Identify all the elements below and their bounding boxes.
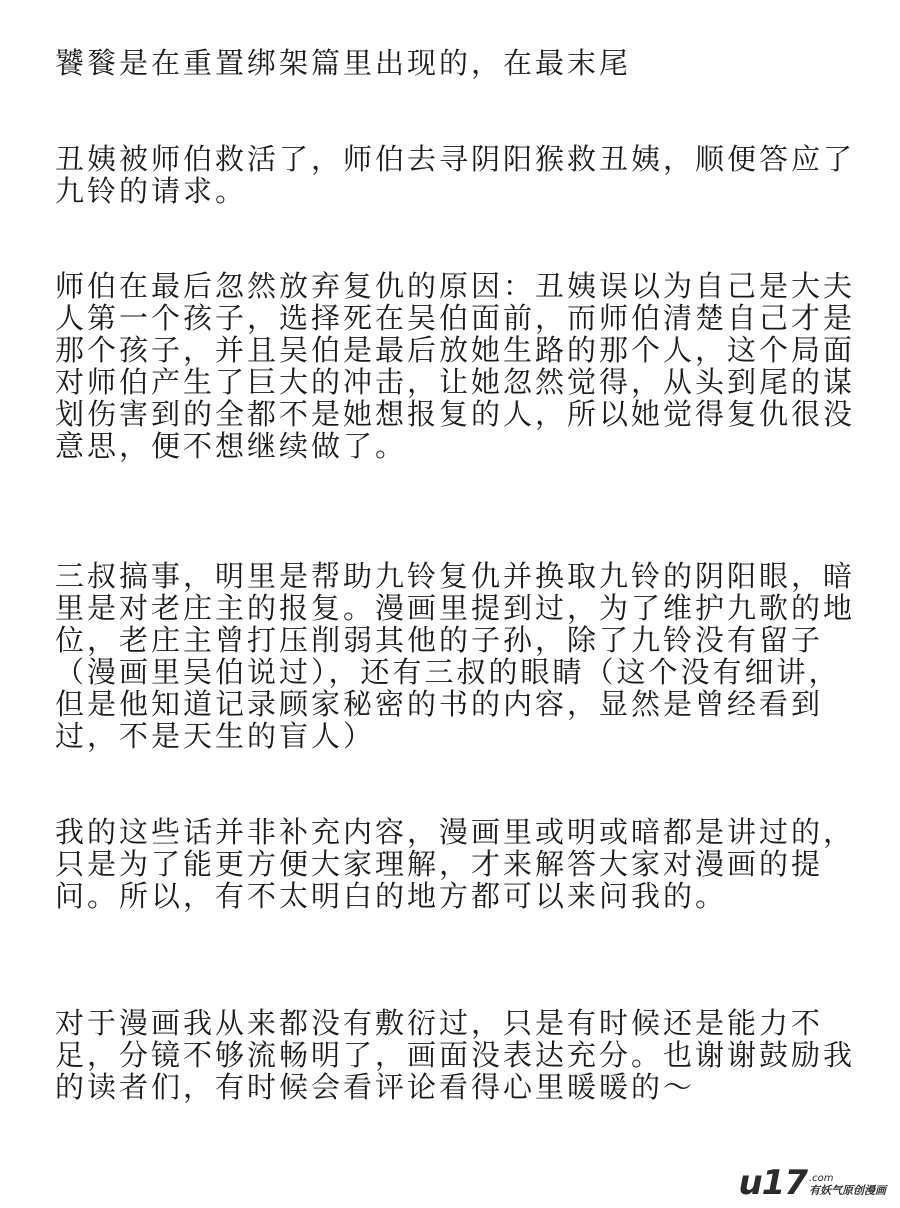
paragraph-5: 我的这些话并非补充内容，漫画里或明或暗都是讲过的，只是为了能更方便大家理解，才来解答大家对漫画的提问。所以，有不太明白的地方都可以来问我的。 xyxy=(55,815,856,913)
paragraph-4: 三叔搞事，明里是帮助九铃复仇并换取九铃的阴阳眼，暗里是对老庄主的报复。漫画里提到过，为了维护九歌的地位，老庄主曾打压削弱其他的子孙，除了九铃没有留子（漫画里吴伯说过），还有三叔的眼睛（这个没有细讲，但是他知道记录顾家秘密的书的内容，显然是曾经看到过，不是天生的盲人） xyxy=(55,559,856,753)
watermark-logo: u17 xyxy=(738,1163,807,1203)
paragraph-2: 丑姨被师伯救活了，师伯去寻阴阳猴救丑姨，顺便答应了九铃的请求。 xyxy=(55,142,856,208)
watermark-slogan: 有妖气原创漫画 xyxy=(809,1184,886,1197)
watermark-text-group xyxy=(809,1173,886,1200)
paragraph-6: 对于漫画我从来都没有敷衍过，只是有时候还是能力不足，分镜不够流畅明了，画面没表达充分。也谢谢鼓励我的读者们，有时候会看评论看得心里暖暖的～ xyxy=(55,1006,856,1104)
paragraph-3: 师伯在最后忽然放弃复仇的原因：丑姨误以为自己是大夫人第一个孩子，选择死在吴伯面前，而师伯清楚自己才是那个孩子，并且吴伯是最后放她生路的那个人，这个局面对师伯产生了巨大的冲击，让她忽然觉得，从头到尾的谋划伤害到的全都不是她想报复的人，所以她觉得复仇很没意思，便不想继续做了。 xyxy=(55,269,856,463)
u17-watermark xyxy=(738,1163,886,1203)
watermark-domain: .com xyxy=(809,1173,834,1184)
paragraph-1: 饕餮是在重置绑架篇里出现的，在最末尾 xyxy=(55,46,632,80)
